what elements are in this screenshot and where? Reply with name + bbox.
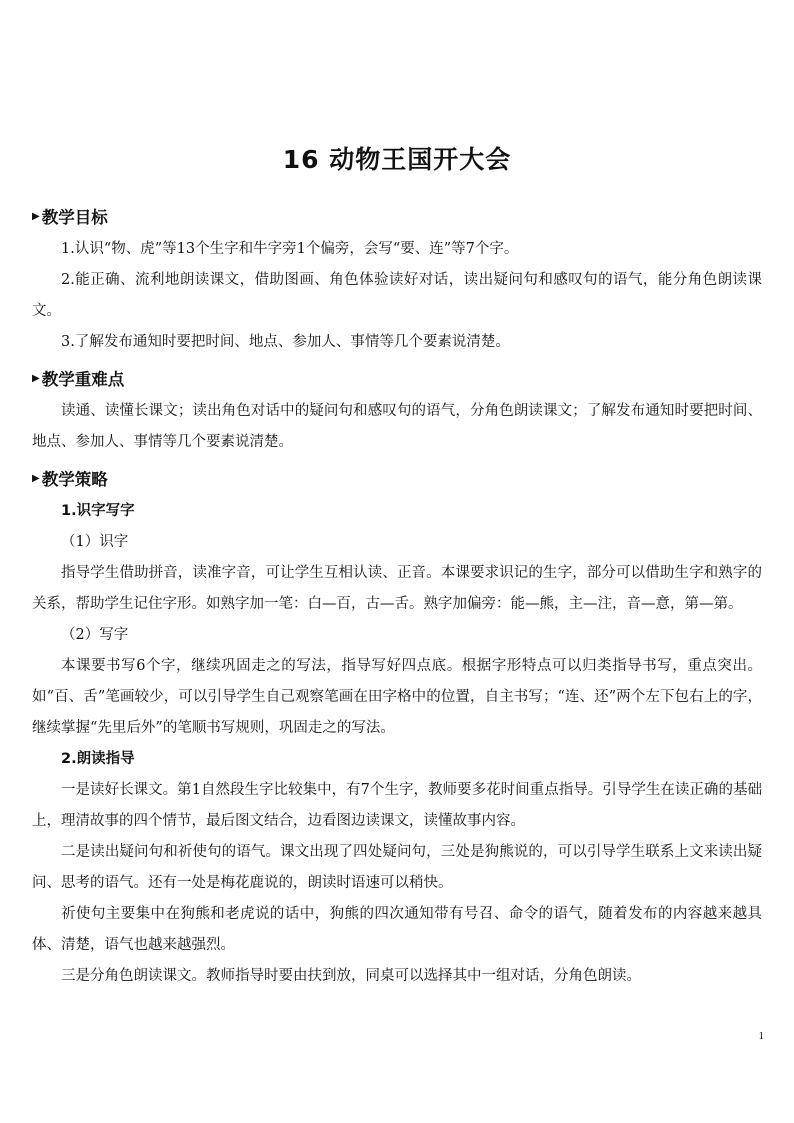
section-heading-goals xyxy=(32,204,762,228)
reading-paragraph-4: 三是分角色朗读课文。教师指导时要由扶到放，同桌可以选择其中一组对话，分角色朗读。 xyxy=(61,968,641,984)
subheading-literacy: 1.识字写字 xyxy=(61,503,135,519)
recognition-paragraph: 指导学生借助拼音，读准字音，可让学生互相认读、正音。本课要求识记的生字，部分可以借助生字和熟字的关系，帮助学生记住字形。如熟字加一笔：白—百，古—舌。熟字加偏旁：能—熊，主—注，音—意，第—第。 xyxy=(32,565,762,612)
triangle-marker-icon: ▶ xyxy=(32,472,40,484)
subheading-writing: （2）写字 xyxy=(61,627,129,643)
goal-item-3: 3.了解发布通知时要把时间、地点、参加人、事情等几个要素说清楚。 xyxy=(61,334,510,350)
section-heading-label: 教学目标 xyxy=(41,208,108,227)
page-number: 1 xyxy=(758,1030,764,1042)
subheading-reading: 2.朗读指导 xyxy=(61,751,135,767)
section-heading-label: 教学重难点 xyxy=(41,370,125,389)
writing-paragraph: 本课要书写6个字，继续巩固走之的写法，指导写好四点底。根据字形特点可以归类指导书写，重点突出。如“百、舌”笔画较少，可以引导学生自己观察笔画在田字格中的位置，自主书写；“连、还”两个左下包右上的字，继续掌握“先里后外”的笔顺书写规则，巩固走之的写法。 xyxy=(32,658,762,736)
goal-item-1: 1.认识“物、虎”等13个生字和牛字旁1个偏旁，会写“要、连”等7个字。 xyxy=(61,241,519,257)
section-heading-strategy xyxy=(32,466,762,490)
section-heading-key-points xyxy=(32,366,762,390)
key-points-paragraph: 读通、读懂长课文；读出角色对话中的疑问句和感叹句的语气，分角色朗读课文；了解发布通知时要把时间、地点、参加人、事情等几个要素说清楚。 xyxy=(32,403,762,450)
section-heading-label: 教学策略 xyxy=(41,470,108,489)
reading-paragraph-3: 祈使句主要集中在狗熊和老虎说的话中，狗熊的四次通知带有号召、命令的语气，随着发布的内容越来越具体、清楚，语气也越来越强烈。 xyxy=(32,906,762,953)
subheading-recognition: （1）识字 xyxy=(61,534,129,550)
reading-paragraph-1: 一是读好长课文。第1自然段生字比较集中，有7个生字，教师要多花时间重点指导。引导学生在读正确的基础上，理清故事的四个情节，最后图文结合，边看图边读课文，读懂故事内容。 xyxy=(32,782,762,829)
triangle-marker-icon: ▶ xyxy=(32,210,40,222)
triangle-marker-icon: ▶ xyxy=(32,372,40,384)
document-page xyxy=(32,140,762,992)
reading-paragraph-2: 二是读出疑问句和祈使句的语气。课文出现了四处疑问句，三处是狗熊说的，可以引导学生联系上文来读出疑问、思考的语气。还有一处是梅花鹿说的，朗读时语速可以稍快。 xyxy=(32,844,762,891)
page-title: 16 动物王国开大会 xyxy=(282,145,512,174)
goal-item-2: 2.能正确、流利地朗读课文，借助图画、角色体验读好对话，读出疑问句和感叹句的语气，能分角色朗读课文。 xyxy=(32,272,762,319)
